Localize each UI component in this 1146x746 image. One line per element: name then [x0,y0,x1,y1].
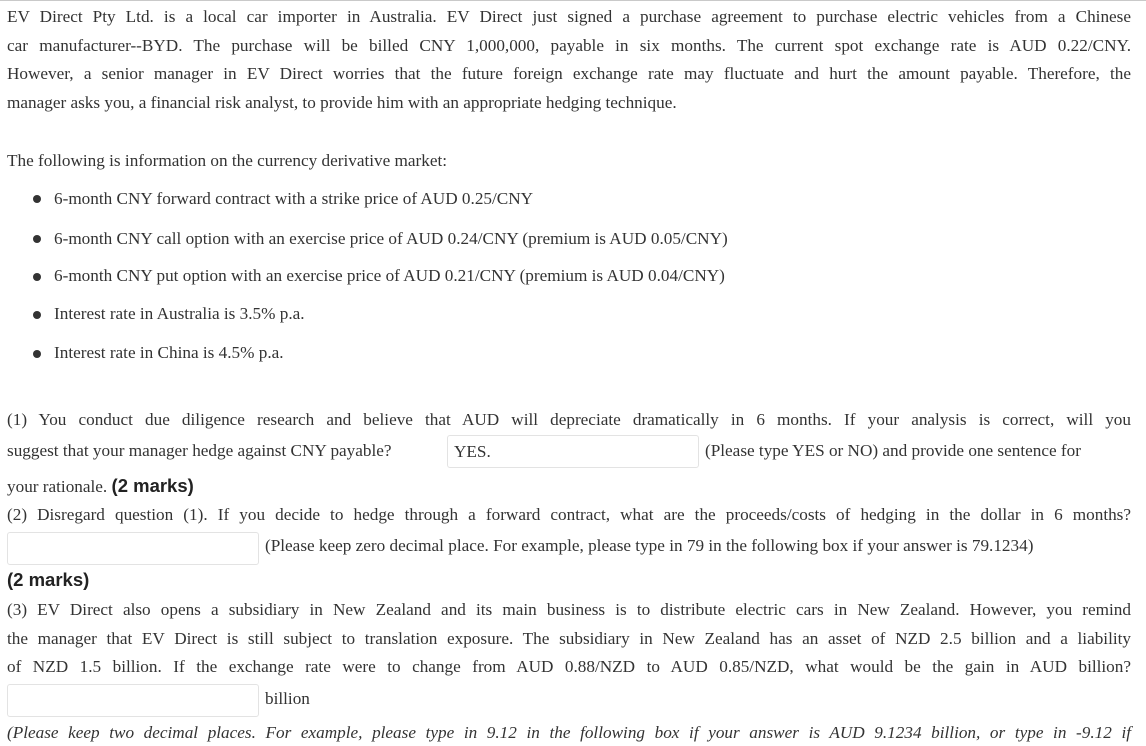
q1-prompt: suggest that your manager hedge against CNY payable? [7,441,392,460]
bullet-icon [33,273,41,281]
q3-answer-input[interactable] [7,684,259,717]
q1-instruction: (Please type YES or NO) and provide one sentence for [705,441,1081,460]
q1-line-1: (1) You conduct due diligence research and believe that AUD will depreciate dramatically in 6 months. If your analysis is correct, will you [7,410,1131,429]
q3-note: (Please keep two decimal places. For example, please type in 9.12 in the following box if your answer is AUD 9.1234 billion, or type in -9.12 if [7,723,1131,742]
market-item-put: 6-month CNY put option with an exercise price of AUD 0.21/CNY (premium is AUD 0.04/CNY) [54,266,725,285]
market-item-forward: 6-month CNY forward contract with a strike price of AUD 0.25/CNY [54,189,534,208]
q1-rationale-label [7,475,194,498]
market-item-call: 6-month CNY call option with an exercise price of AUD 0.24/CNY (premium is AUD 0.05/CNY) [54,229,728,248]
q2-instruction: (Please keep zero decimal place. For example, please type in 79 in the following box if your answer is 79.1234) [265,536,1034,555]
q3-line-3: of NZD 1.5 billion. If the exchange rate were to change from AUD 0.88/NZD to AUD 0.85/NZD, what would be the gain in AUD billion? [7,657,1131,676]
intro-line-4: manager asks you, a financial risk analyst, to provide him with an appropriate hedging technique. [7,93,677,112]
market-heading: The following is information on the currency derivative market: [7,151,448,170]
intro-line-2: car manufacturer--BYD. The purchase will be billed CNY 1,000,000, payable in six months. The current spot exchange rate is AUD 0.22/CNY. [7,36,1131,55]
market-item-aus-rate: Interest rate in Australia is 3.5% p.a. [54,304,305,323]
q3-unit-label: billion [265,689,310,708]
intro-line-1: EV Direct Pty Ltd. is a local car importer in Australia. EV Direct just signed a purchase agreement to purchase electric vehicles from a Chinese [7,7,1131,26]
top-border [0,0,1146,1]
bullet-icon [33,195,41,203]
q2-line-1: (2) Disregard question (1). If you decide to hedge through a forward contract, what are the proceeds/costs of hedging in the dollar in 6 months? [7,505,1131,524]
bullet-icon [33,235,41,243]
q2-marks: (2 marks) [7,569,90,590]
bullet-icon [33,311,41,319]
q3-line-2: the manager that EV Direct is still subject to translation exposure. The subsidiary in New Zealand has an asset of NZD 2.5 billion and a liability [7,629,1131,648]
bullet-icon [33,350,41,358]
q2-answer-input[interactable] [7,532,259,565]
market-item-china-rate: Interest rate in China is 4.5% p.a. [54,343,284,362]
q1-rationale-text: your rationale. [7,477,108,496]
q3-line-1: (3) EV Direct also opens a subsidiary in New Zealand and its main business is to distribute electric cars in New Zealand. However, you remind [7,600,1131,619]
q1-answer-input[interactable] [447,435,699,468]
q1-marks: (2 marks) [111,475,194,496]
intro-line-3: However, a senior manager in EV Direct worries that the future foreign exchange rate may fluctuate and hurt the amount payable. Therefore, the [7,64,1131,83]
